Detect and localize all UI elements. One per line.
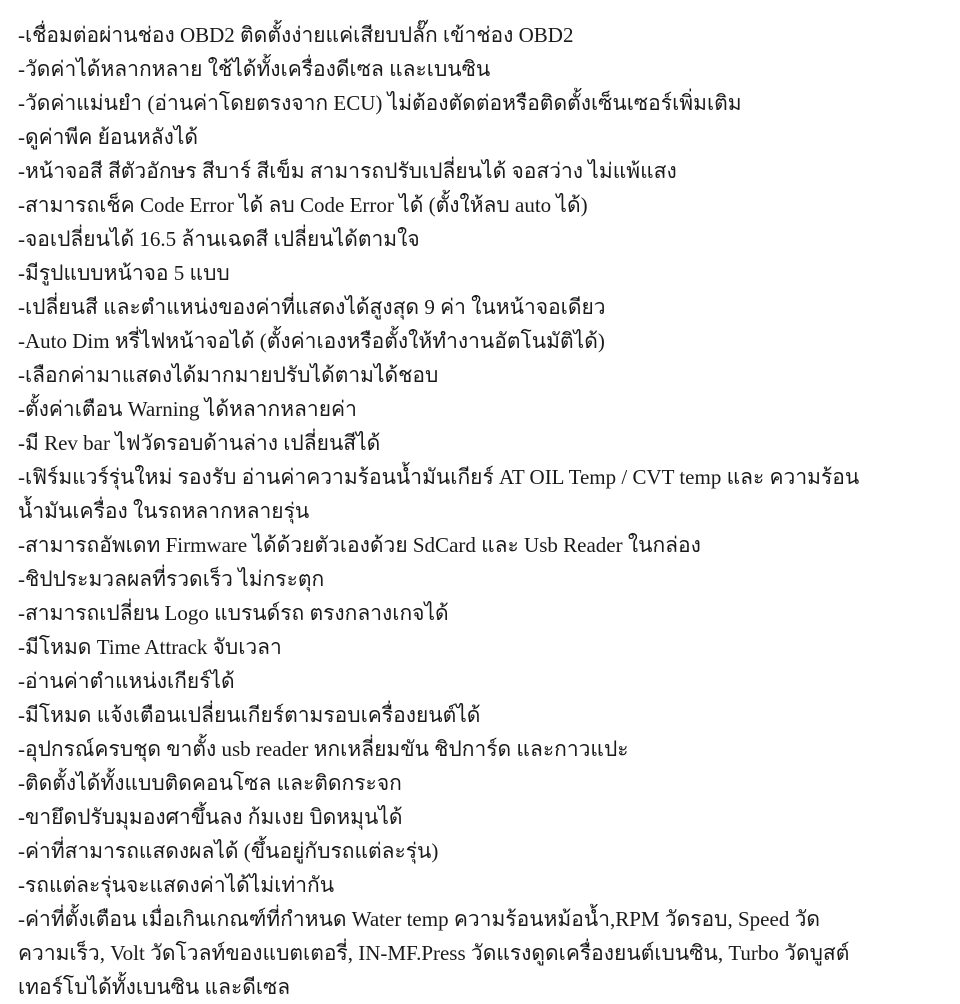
feature-line: -มีรูปแบบหน้าจอ 5 แบบ [18, 261, 230, 285]
feature-line: -ค่าที่สามารถแสดงผลได้ (ขึ้นอยู่กับรถแต่ละรุ่น) [18, 839, 439, 863]
feature-line: -หน้าจอสี สีตัวอักษร สีบาร์ สีเข็ม สามารถปรับเปลี่ยนได้ จอสว่าง ไม่แพ้แสง [18, 159, 677, 183]
feature-line: -มี Rev bar ไฟวัดรอบด้านล่าง เปลี่ยนสีได้ [18, 431, 381, 455]
feature-line: -Auto Dim หรี่ไฟหน้าจอได้ (ตั้งค่าเองหรือตั้งให้ทำงานอัตโนมัติได้) [18, 329, 605, 353]
feature-line: -มีโหมด Time Attrack จับเวลา [18, 635, 282, 659]
feature-line: -ดูค่าพีค ย้อนหลังได้ [18, 125, 199, 149]
feature-line: -จอเปลี่ยนได้ 16.5 ล้านเฉดสี เปลี่ยนได้ตามใจ [18, 227, 420, 251]
feature-line: -เชื่อมต่อผ่านช่อง OBD2 ติดตั้งง่ายแค่เสียบปลั๊ก เข้าช่อง OBD2 [18, 23, 574, 47]
feature-line: -เลือกค่ามาแสดงได้มากมายปรับได้ตามได้ชอบ [18, 363, 439, 387]
feature-line: -มีโหมด แจ้งเตือนเปลี่ยนเกียร์ตามรอบเครื่องยนต์ได้ [18, 703, 481, 727]
feature-line: -ค่าที่ตั้งเตือน เมื่อเกินเกณฑ์ที่กำหนด Water temp ความร้อนหม้อน้ำ,RPM วัดรอบ, Speed วัดความเร็ว, Volt วัดโวลท์ของแบตเตอรี่, IN-MF.Press วัดแรงดูดเครื่องยนต์เบนซิน, Turbo วัดบูสต์เทอร์โบได้ทั้งเบนซิน และดีเซล [18, 907, 850, 999]
feature-line: -อ่านค่าตำแหน่งเกียร์ได้ [18, 669, 235, 693]
feature-line: -อุปกรณ์ครบชุด ขาตั้ง usb reader หกเหลี่ยมขัน ชิปการ์ด และกาวแปะ [18, 737, 629, 761]
feature-line: -วัดค่าแม่นยำ (อ่านค่าโดยตรงจาก ECU) ไม่ต้องตัดต่อหรือติดตั้งเซ็นเซอร์เพิ่มเติม [18, 91, 742, 115]
feature-line: -เฟิร์มแวร์รุ่นใหม่ รองรับ อ่านค่าความร้อนน้ำมันเกียร์ AT OIL Temp / CVT temp และ ความร้อนน้ำมันเครื่อง ในรถหลากหลายรุ่น [18, 465, 860, 523]
feature-line: -ขายึดปรับมุมองศาขึ้นลง ก้มเงย บิดหมุนได้ [18, 805, 403, 829]
feature-line: -สามารถเปลี่ยน Logo แบรนด์รถ ตรงกลางเกจได้ [18, 601, 449, 625]
feature-line: -ตั้งค่าเตือน Warning ได้หลากหลายค่า [18, 397, 357, 421]
feature-line: -รถแต่ละรุ่นจะแสดงค่าได้ไม่เท่ากัน [18, 873, 335, 897]
feature-line: -เปลี่ยนสี และตำแหน่งของค่าที่แสดงได้สูงสุด 9 ค่า ในหน้าจอเดียว [18, 295, 606, 319]
feature-list [18, 18, 898, 1004]
feature-line: -ติดตั้งได้ทั้งแบบติดคอนโซล และติดกระจก [18, 771, 402, 795]
feature-line: -ชิปประมวลผลที่รวดเร็ว ไม่กระตุก [18, 567, 325, 591]
feature-line: -สามารถเช็ค Code Error ได้ ลบ Code Error ได้ (ตั้งให้ลบ auto ได้) [18, 193, 588, 217]
feature-line: -สามารถอัพเดท Firmware ได้ด้วยตัวเองด้วย SdCard และ Usb Reader ในกล่อง [18, 533, 701, 557]
feature-line: -วัดค่าได้หลากหลาย ใช้ได้ทั้งเครื่องดีเซล และเบนซิน [18, 57, 491, 81]
